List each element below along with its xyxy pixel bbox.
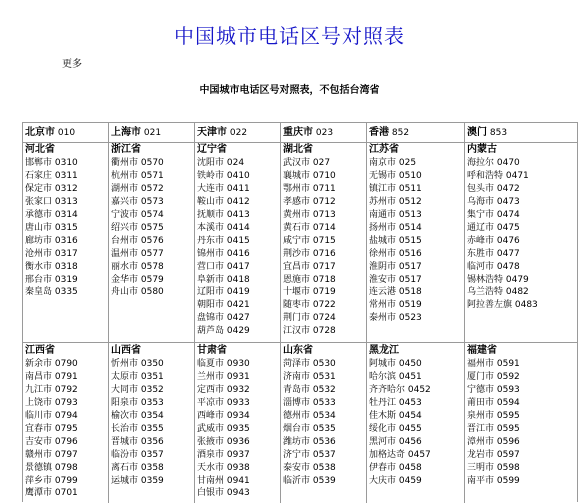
city-code-entry: 黄石市 0714 (283, 222, 336, 233)
city-code-entry: 黄州市 0713 (283, 209, 336, 220)
city-code-entry: 孝感市 0712 (283, 196, 336, 207)
city-code-entry: 泰州市 0523 (369, 313, 422, 324)
city-code-entry: 镇江市 0511 (369, 183, 422, 194)
city-code-entry: 莆田市 0594 (467, 397, 520, 408)
city-code-entry: 济南市 0531 (283, 371, 336, 382)
city-code-entry: 朝阳市 0421 (197, 300, 250, 311)
city-code-entry: 临夏市 0930 (197, 358, 250, 369)
province-name: 山西省 (111, 345, 141, 356)
city-code-entry: 赣州市 0797 (25, 449, 78, 460)
city-code-entry: 台州市 0576 (111, 235, 164, 246)
city-code-entry: 锡林浩特 0479 (467, 274, 529, 285)
city-code-entry: 承德市 0314 (25, 209, 78, 220)
province-block-row (23, 343, 577, 503)
city-code-entry: 沈阳市 024 (197, 157, 245, 168)
city-code-entry: 常州市 0519 (369, 300, 422, 311)
header-cell (281, 123, 367, 142)
city-code-entry: 阳泉市 0353 (111, 397, 164, 408)
city-code-entry: 秦皇岛 0335 (25, 287, 78, 298)
city-code-entry: 通辽市 0475 (467, 222, 520, 233)
city-code-entry: 大连市 0411 (197, 183, 250, 194)
city-code-entry: 阿城市 0450 (369, 358, 422, 369)
city-code-entry: 呼和浩特 0471 (467, 170, 529, 181)
city-code-entry: 盘锦市 0427 (197, 313, 250, 324)
page-subtitle: 中国城市电话区号对照表，不包括台湾省 (199, 85, 380, 96)
city-code-entry: 济宁市 0537 (283, 449, 336, 460)
city-code-entry: 南京市 025 (369, 157, 417, 168)
province-cell (367, 343, 465, 503)
city-code-entry: 大同市 0352 (111, 384, 164, 395)
city-code-entry: 南通市 0513 (369, 209, 422, 220)
city-code-entry: 衢州市 0570 (111, 157, 164, 168)
city-code-entry: 鹰潭市 0701 (25, 488, 78, 499)
header-city: 澳门 (467, 127, 487, 138)
city-code-entry: 牡丹江 0453 (369, 397, 422, 408)
province-cell (195, 142, 281, 342)
city-code-entry: 白银市 0943 (197, 488, 250, 499)
header-city: 天津市 (197, 127, 227, 138)
city-code-entry: 阿拉善左旗 0483 (467, 300, 538, 311)
city-code-entry: 绍兴市 0575 (111, 222, 164, 233)
city-code-entry: 无锡市 0510 (369, 170, 422, 181)
city-code-entry: 邢台市 0319 (25, 274, 78, 285)
city-code-entry: 宁波市 0574 (111, 209, 164, 220)
page-title: 中国城市电话区号对照表 (174, 24, 405, 48)
city-code-entry: 舟山市 0580 (111, 287, 164, 298)
city-code-entry: 甘南州 0941 (197, 475, 250, 486)
city-code-entry: 加格达奇 0457 (369, 449, 431, 460)
province-name: 内蒙古 (467, 144, 497, 155)
city-code-entry: 九江市 0792 (25, 384, 78, 395)
city-code-entry: 东胜市 0477 (467, 248, 520, 259)
city-code-entry: 三明市 0598 (467, 462, 520, 473)
city-code-entry: 江汉市 0728 (283, 326, 336, 337)
city-code-entry: 宜昌市 0717 (283, 261, 336, 272)
city-code-entry: 齐齐哈尔 0452 (369, 384, 431, 395)
city-code-entry: 平凉市 0933 (197, 397, 250, 408)
city-code-entry: 海拉尔 0470 (467, 157, 520, 168)
city-code-entry: 石家庄 0311 (25, 170, 78, 181)
province-name: 浙江省 (111, 144, 141, 155)
city-code-entry: 泰安市 0538 (283, 462, 336, 473)
header-code: 853 (489, 128, 508, 138)
city-code-entry: 张掖市 0936 (197, 436, 250, 447)
province-cell (195, 343, 281, 503)
province-name: 甘肃省 (197, 345, 227, 356)
city-code-entry: 长治市 0355 (111, 423, 164, 434)
city-code-entry: 抚顺市 0413 (197, 209, 250, 220)
city-code-entry: 苏州市 0512 (369, 196, 422, 207)
city-code-entry: 厦门市 0592 (467, 371, 520, 382)
header-cell (465, 123, 577, 142)
city-code-entry: 盐城市 0515 (369, 235, 422, 246)
province-name: 黑龙江 (369, 345, 399, 356)
province-cell (23, 142, 109, 342)
city-code-entry: 集宁市 0474 (467, 209, 520, 220)
city-code-entry: 荆沙市 0716 (283, 248, 336, 259)
city-code-entry: 唐山市 0315 (25, 222, 78, 233)
province-name: 江苏省 (369, 144, 399, 155)
city-code-entry: 宜春市 0795 (25, 423, 78, 434)
city-code-entry: 乌兰浩特 0482 (467, 287, 529, 298)
city-code-entry: 邯郸市 0310 (25, 157, 78, 168)
city-code-entry: 衡水市 0318 (25, 261, 78, 272)
city-code-entry: 连云港 0518 (369, 287, 422, 298)
city-code-entry: 杭州市 0571 (111, 170, 164, 181)
city-code-entry: 葫芦岛 0429 (197, 326, 250, 337)
city-code-entry: 离石市 0358 (111, 462, 164, 473)
city-code-entry: 鞍山市 0412 (197, 196, 250, 207)
city-code-entry: 营口市 0417 (197, 261, 250, 272)
city-code-entry: 大庆市 0459 (369, 475, 422, 486)
header-city: 上海市 (111, 127, 141, 138)
city-code-entry: 十堰市 0719 (283, 287, 336, 298)
city-code-entry: 沧州市 0317 (25, 248, 78, 259)
city-code-entry: 金华市 0579 (111, 274, 164, 285)
city-code-entry: 丽水市 0578 (111, 261, 164, 272)
city-code-entry: 武威市 0935 (197, 423, 250, 434)
city-code-entry: 临河市 0478 (467, 261, 520, 272)
city-code-entry: 扬州市 0514 (369, 222, 422, 233)
city-code-entry: 温州市 0577 (111, 248, 164, 259)
city-code-entry: 廊坊市 0316 (25, 235, 78, 246)
city-code-entry: 泉州市 0595 (467, 410, 520, 421)
province-cell (465, 343, 577, 503)
city-code-entry: 黑河市 0456 (369, 436, 422, 447)
city-code-entry: 锦州市 0416 (197, 248, 250, 259)
header-city: 香港 (369, 127, 389, 138)
city-code-entry: 武汉市 027 (283, 157, 331, 168)
city-code-entry: 宁德市 0593 (467, 384, 520, 395)
city-code-entry: 嘉兴市 0573 (111, 196, 164, 207)
city-code-entry: 本溪市 0414 (197, 222, 250, 233)
city-code-entry: 兰州市 0931 (197, 371, 250, 382)
city-code-entry: 南昌市 0791 (25, 371, 78, 382)
city-code-entry: 天水市 0938 (197, 462, 250, 473)
city-code-entry: 南平市 0599 (467, 475, 520, 486)
city-code-entry: 保定市 0312 (25, 183, 78, 194)
header-cell (109, 123, 195, 142)
city-code-entry: 临川市 0794 (25, 410, 78, 421)
city-code-entry: 佳木斯 0454 (369, 410, 422, 421)
header-code: 022 (229, 128, 248, 138)
province-cell (281, 142, 367, 342)
city-code-entry: 新余市 0790 (25, 358, 78, 369)
city-code-entry: 定西市 0932 (197, 384, 250, 395)
city-code-entry: 淮安市 0517 (369, 274, 422, 285)
city-code-entry: 忻州市 0350 (111, 358, 164, 369)
province-name: 湖北省 (283, 144, 313, 155)
city-code-entry: 赤峰市 0476 (467, 235, 520, 246)
province-name: 江西省 (25, 345, 55, 356)
header-code: 023 (315, 128, 334, 138)
header-code: 852 (391, 128, 410, 138)
city-code-entry: 徐州市 0516 (369, 248, 422, 259)
province-cell (23, 343, 109, 503)
city-code-entry: 淮阴市 0517 (369, 261, 422, 272)
header-cell (195, 123, 281, 142)
city-code-entry: 晋江市 0595 (467, 423, 520, 434)
city-code-entry: 太原市 0351 (111, 371, 164, 382)
city-code-entry: 哈尔滨 0451 (369, 371, 422, 382)
header-city: 重庆市 (283, 127, 313, 138)
city-code-entry: 潍坊市 0536 (283, 436, 336, 447)
province-name: 山东省 (283, 345, 313, 356)
city-code-entry: 榆次市 0354 (111, 410, 164, 421)
city-code-entry: 青岛市 0532 (283, 384, 336, 395)
city-code-entry: 丹东市 0415 (197, 235, 250, 246)
header-city: 北京市 (25, 127, 55, 138)
city-code-entry: 恩施市 0718 (283, 274, 336, 285)
header-cell (23, 123, 109, 142)
province-block-row (23, 142, 577, 342)
header-cell (367, 123, 465, 142)
city-code-entry: 德州市 0534 (283, 410, 336, 421)
city-code-entry: 吉安市 0796 (25, 436, 78, 447)
city-code-entry: 乌海市 0473 (467, 196, 520, 207)
city-code-entry: 菏泽市 0530 (283, 358, 336, 369)
city-code-entry: 伊春市 0458 (369, 462, 422, 473)
province-cell (109, 343, 195, 503)
province-cell (281, 343, 367, 503)
city-code-entry: 鄂州市 0711 (283, 183, 336, 194)
header-code: 010 (57, 128, 76, 138)
province-name: 河北省 (25, 144, 55, 155)
city-code-entry: 上饶市 0793 (25, 397, 78, 408)
city-code-entry: 景德镇 0798 (25, 462, 78, 473)
city-code-entry: 襄城市 0710 (283, 170, 336, 181)
city-code-entry: 荆门市 0724 (283, 313, 336, 324)
city-code-entry: 烟台市 0535 (283, 423, 336, 434)
province-cell (367, 142, 465, 342)
more-link[interactable]: 更多 (62, 59, 82, 70)
city-code-entry: 铁岭市 0410 (197, 170, 250, 181)
city-code-entry: 随枣市 0722 (283, 300, 336, 311)
province-cell (465, 142, 577, 342)
city-code-entry: 张家口 0313 (25, 196, 78, 207)
city-code-entry: 福州市 0591 (467, 358, 520, 369)
province-name: 福建省 (467, 345, 497, 356)
city-code-entry: 漳州市 0596 (467, 436, 520, 447)
city-code-entry: 淄博市 0533 (283, 397, 336, 408)
city-code-entry: 龙岩市 0597 (467, 449, 520, 460)
city-code-entry: 晋城市 0356 (111, 436, 164, 447)
city-code-entry: 咸宁市 0715 (283, 235, 336, 246)
province-name: 辽宁省 (197, 144, 227, 155)
city-code-entry: 西峰市 0934 (197, 410, 250, 421)
city-code-entry: 萍乡市 0799 (25, 475, 78, 486)
city-code-entry: 酒泉市 0937 (197, 449, 250, 460)
city-code-entry: 包头市 0472 (467, 183, 520, 194)
city-code-entry: 临汾市 0357 (111, 449, 164, 460)
header-code: 021 (143, 128, 162, 138)
city-code-entry: 临沂市 0539 (283, 475, 336, 486)
city-code-entry: 运城市 0359 (111, 475, 164, 486)
municipality-header-row (23, 123, 577, 143)
city-code-entry: 湖州市 0572 (111, 183, 164, 194)
city-code-entry: 辽阳市 0419 (197, 287, 250, 298)
province-cell (109, 142, 195, 342)
city-code-entry: 阜新市 0418 (197, 274, 250, 285)
city-code-entry: 绥化市 0455 (369, 423, 422, 434)
area-code-table (22, 122, 578, 502)
